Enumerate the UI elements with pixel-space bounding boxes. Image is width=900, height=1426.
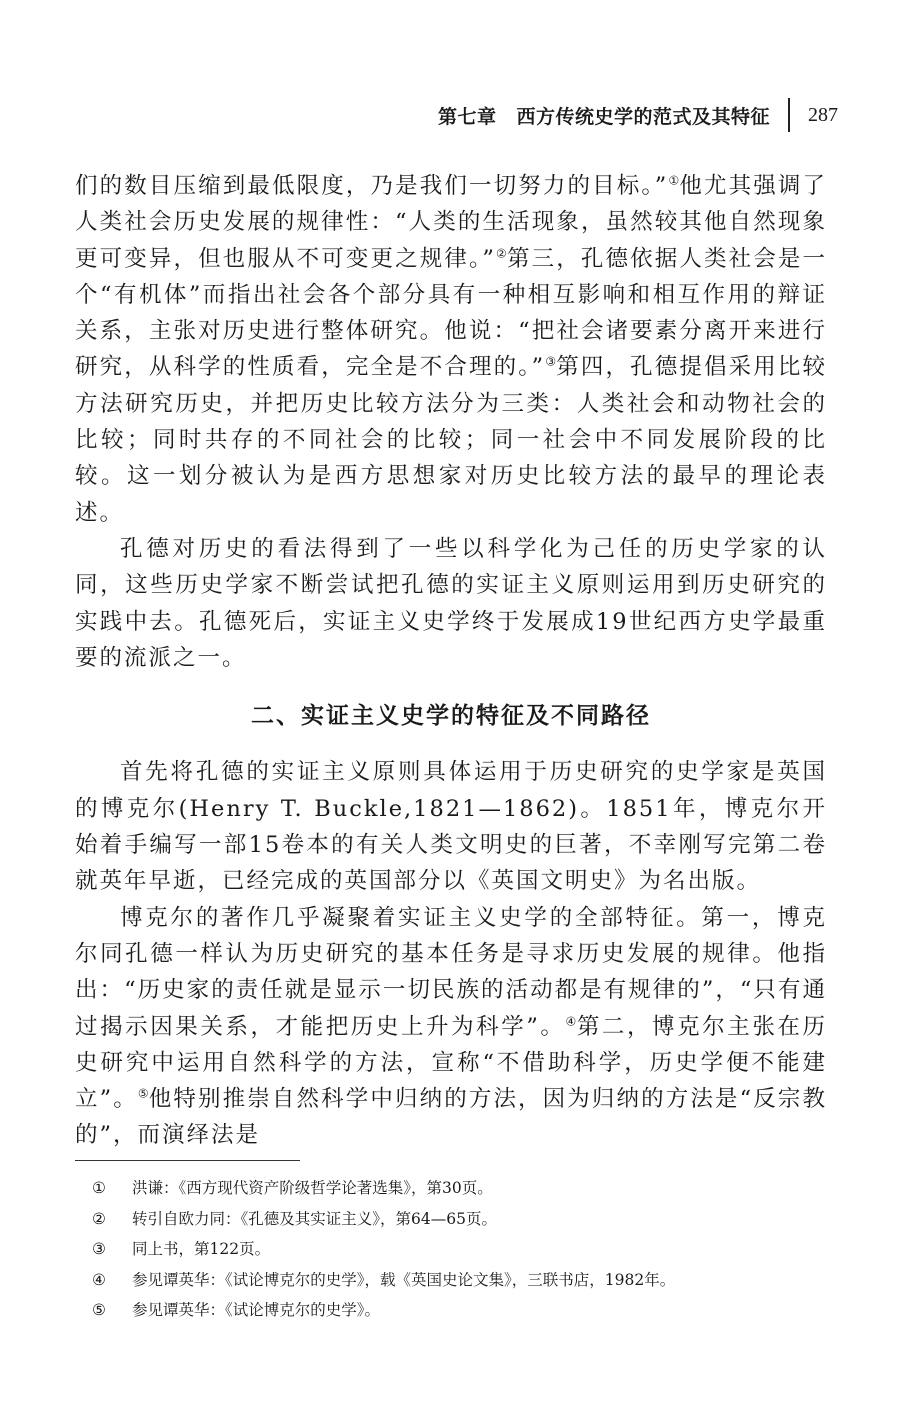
footnote: ① 洪谦：《西方现代资产阶级哲学论著选集》，第30页。 (92, 1179, 493, 1197)
paragraph: 博克尔的著作几乎凝聚着实证主义史学的全部特征。第一，博克尔同孔德一样认为历史研究的基本任务是寻求历史发展的规律。他指出：“历史家的责任就是显示一切民族的活动都是有规律的”，“只有通过揭示因果关系，才能把历史上升为科学”。④第二，博克尔主张在历史研究中运用自然科学的方法，宣称“不借助科学，历史学便不能建立”。⑤他特别推崇自然科学中归纳的方法，因为归纳的方法是“反宗教的”，而演绎法是 (75, 904, 827, 1149)
running-header (0, 98, 838, 132)
page-number: 287 (808, 103, 838, 126)
footnote-ref[interactable]: ④ (565, 1014, 577, 1029)
footnotes (92, 1173, 792, 1326)
footnote-ref[interactable]: ② (495, 246, 507, 261)
header-divider (788, 98, 790, 132)
footnote: ⑤ 参见谭英华：《试论博克尔的史学》。 (92, 1301, 381, 1319)
footnote-rule (75, 1160, 300, 1161)
paragraph: 们的数目压缩到最低限度，乃是我们一切努力的目标。”①他尤其强调了人类社会历史发展的规律性：“人类的生活现象，虽然较其他自然现象更可变异，但也服从不可变更之规律。”②第三，孔德依据人类社会是一个“有机体”而指出社会各个部分具有一种相互影响和相互作用的辩证关系，主张对历史进行整体研究。他说：“把社会诸要素分离开来进行研究，从科学的性质看，完全是不合理的。”③第四，孔德提倡采用比较方法研究历史，并把历史比较方法分为三类：人类社会和动物社会的比较；同时共存的不同社会的比较；同一社会中不同发展阶段的比较。这一划分被认为是西方思想家对历史比较方法的最早的理论表述。 (75, 173, 827, 526)
body-text (75, 168, 827, 1154)
paragraph: 孔德对历史的看法得到了一些以科学化为己任的历史学家的认同，这些历史学家不断尝试把孔德的实证主义原则运用到历史研究的实践中去。孔德死后，实证主义史学终于发展成19世纪西方史学最重要的流派之一。 (75, 535, 827, 671)
paragraph: 首先将孔德的实证主义原则具体运用于历史研究的史学家是英国的博克尔(Henry T. Buckle,1821—1862)。1851年，博克尔开始着手编写一部15卷本的有关人类文明史的巨著，不幸刚写完第二卷就英年早逝，已经完成的英国部分以《英国文明史》为名出版。 (75, 759, 827, 895)
footnote-ref[interactable]: ③ (545, 354, 557, 369)
footnote-ref[interactable]: ⑤ (137, 1086, 149, 1101)
footnote: ② 转引自欧力同：《孔德及其实证主义》，第64—65页。 (92, 1209, 497, 1228)
footnote-ref[interactable]: ① (668, 173, 680, 188)
chapter-title: 西方传统史学的范式及其特征 (516, 105, 770, 128)
section-title: 二、实证主义史学的特征及不同路径 (251, 703, 651, 730)
footnote: ③ 同上书，第122页。 (92, 1240, 271, 1258)
footnote: ④ 参见谭英华：《试论博克尔的史学》，载《英国史论文集》，三联书店，1982年。 (92, 1270, 676, 1289)
chapter-label: 第七章 (437, 105, 497, 128)
